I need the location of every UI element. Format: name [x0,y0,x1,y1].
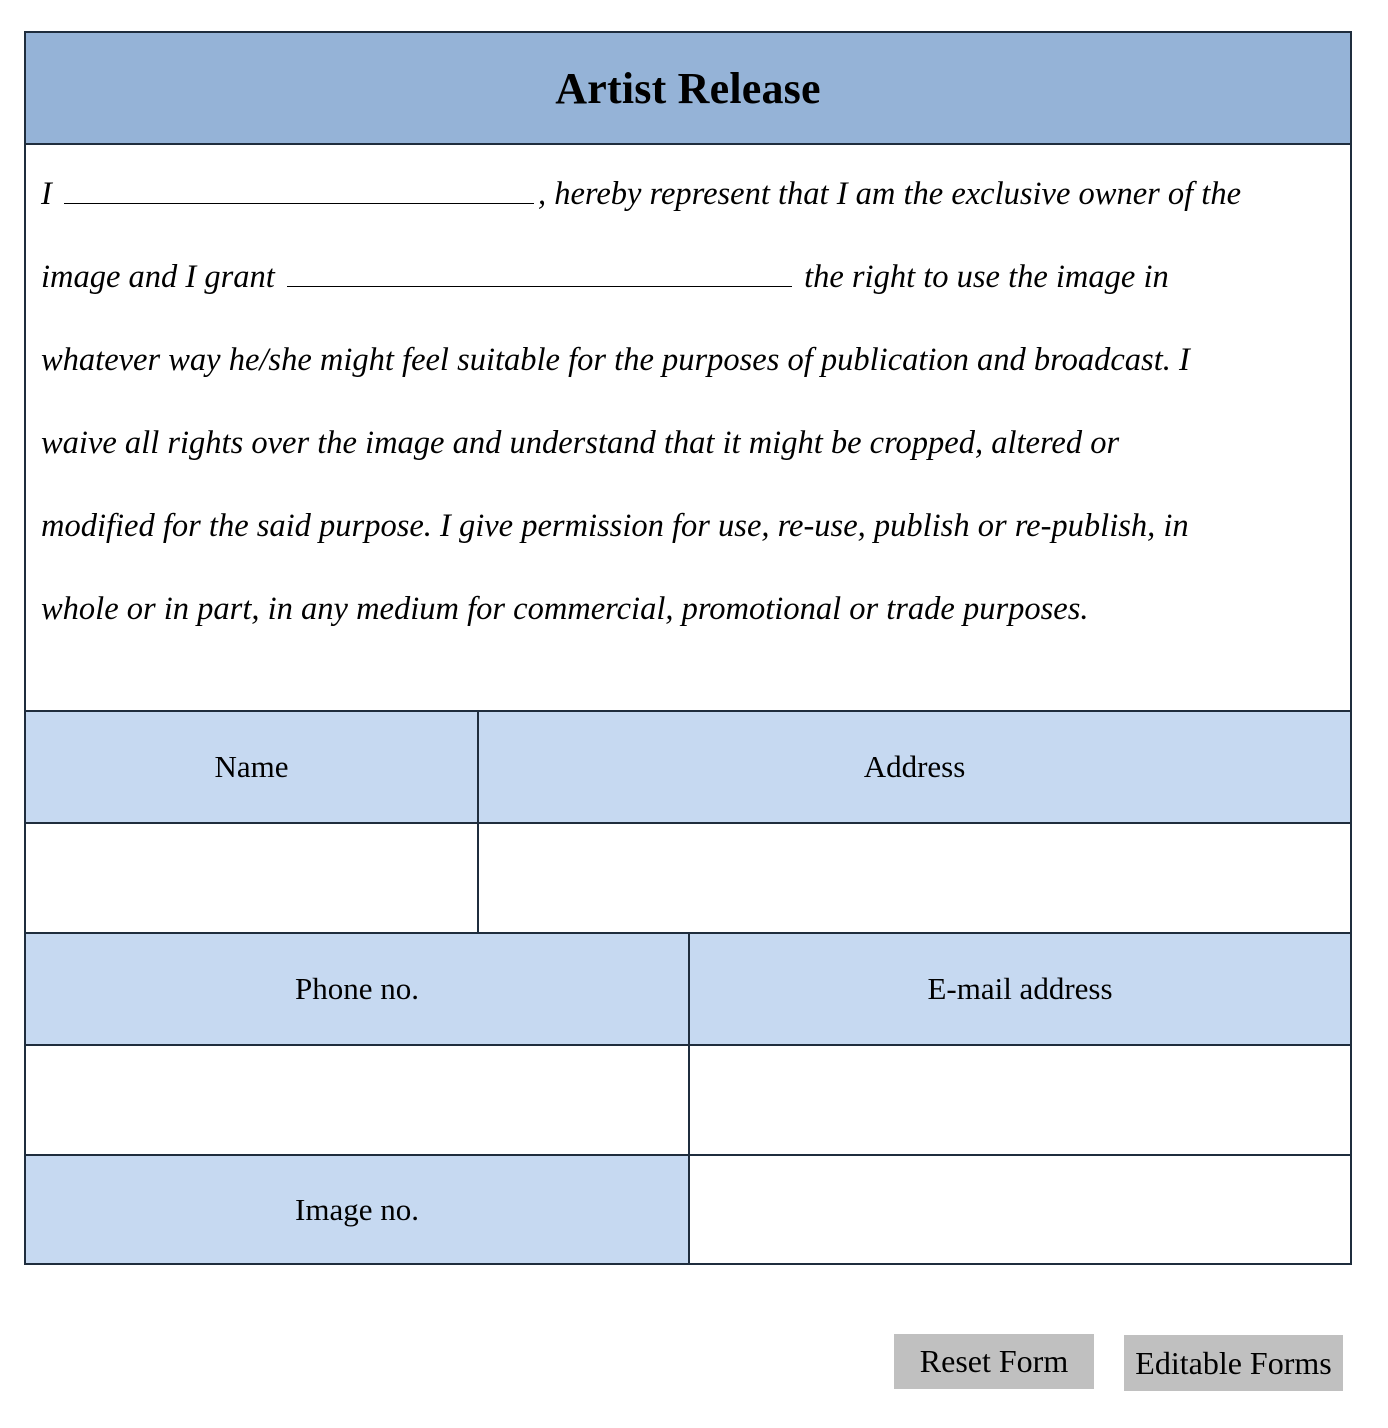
statement-text: image and I grant [41,259,275,295]
reset-form-button[interactable]: Reset Form [894,1334,1094,1389]
name-label: Name [214,749,289,784]
divider [477,712,479,934]
image-label-cell [26,1156,688,1263]
release-statement [41,176,1341,691]
phone-input-cell[interactable] [26,1046,688,1154]
artist-name-blank[interactable] [64,173,534,204]
image-input-cell[interactable] [690,1156,1350,1263]
artist-release-form [24,31,1352,1265]
form-title: Artist Release [555,63,821,113]
email-label: E-mail address [927,971,1113,1006]
divider [688,934,690,1263]
statement-text: , hereby represent that I am the exclusive owner of the [537,176,1242,212]
address-label: Address [863,749,966,784]
address-label-cell [479,712,1350,822]
statement-line-3: whatever way he/she might feel suitable for the purposes of publication and broadcast. I [41,342,1190,378]
name-label-cell [26,712,477,822]
statement-line-4: waive all rights over the image and understand that it might be cropped, altered or [41,425,1120,461]
statement-line-5: modified for the said purpose. I give permission for use, re-use, publish or re-publish, in [41,508,1189,544]
statement-line-1 [41,153,1341,236]
grantee-name-blank[interactable] [287,256,792,287]
statement-line-2 [41,236,1341,319]
phone-label-cell [26,934,688,1044]
title-bar [26,33,1350,145]
name-input-cell[interactable] [26,824,477,932]
statement-text: I [41,176,52,212]
statement-text: the right to use the image in [804,259,1169,295]
image-label: Image no. [295,1191,419,1227]
email-label-cell [690,934,1350,1044]
editable-forms-button[interactable]: Editable Forms [1124,1335,1343,1391]
address-input-cell[interactable] [479,824,1350,932]
email-input-cell[interactable] [690,1046,1350,1154]
statement-line-6: whole or in part, in any medium for commercial, promotional or trade purposes. [41,591,1089,627]
phone-label: Phone no. [295,971,419,1006]
